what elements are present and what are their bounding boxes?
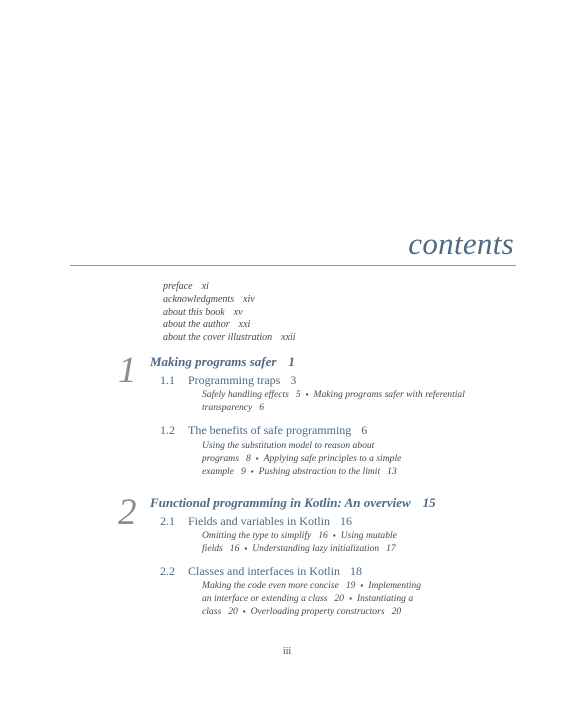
subsection-title: Making programs safer with referential <box>313 389 465 400</box>
subsection-page: 13 <box>387 465 397 477</box>
section-heading[interactable] <box>160 373 296 388</box>
subsection-title: Understanding lazy initialization <box>252 542 380 554</box>
chapter-title-text: Functional programming in Kotlin: An overview <box>150 495 411 510</box>
subsection-line <box>202 593 502 606</box>
front-matter-title: about the cover illustration <box>163 332 273 344</box>
section-number: 1.1 <box>160 373 175 387</box>
subsection-list <box>202 440 502 478</box>
title-rule <box>70 265 516 266</box>
bullet-separator: ▪ <box>305 390 309 399</box>
front-matter-item <box>163 319 296 332</box>
subsection-line <box>202 580 502 593</box>
subsection-list <box>202 389 502 415</box>
front-matter-title: about this book <box>163 306 225 318</box>
section-page: 18 <box>349 564 362 578</box>
subsection-page: 8 <box>245 452 251 464</box>
subsection-page: 17 <box>386 542 396 554</box>
bullet-separator: ▪ <box>242 606 246 616</box>
subsection-title: Applying safe principles to a simple <box>263 452 402 464</box>
bullet-separator: ▪ <box>360 581 364 590</box>
bullet-separator: ▪ <box>349 593 352 603</box>
subsection-title: Using mutable <box>340 530 397 541</box>
section-title: The benefits of safe programming <box>188 423 352 437</box>
subsection-page: 9 <box>240 465 246 477</box>
subsection-page: 16 <box>229 542 240 554</box>
section-title: Fields and variables in Kotlin <box>188 514 330 528</box>
bullet-separator: ▪ <box>244 543 248 553</box>
chapter-page: 1 <box>288 354 295 369</box>
front-matter-page: xv <box>233 306 243 318</box>
subsection-line <box>202 440 502 453</box>
section-heading[interactable] <box>160 423 367 438</box>
subsection-page: 5 <box>295 389 301 400</box>
subsection-page: 20 <box>391 605 402 617</box>
subsection-title: Using the substitution model to reason about <box>202 440 375 451</box>
subsection-title: Instantiating a <box>356 592 414 604</box>
subsection-title: Pushing abstraction to the limit <box>258 465 381 477</box>
chapter-number: 2 <box>118 492 137 533</box>
chapter-title-text: Making programs safer <box>150 354 277 369</box>
subsection-line <box>202 389 502 402</box>
subsection-title: Omitting the type to simplify <box>202 530 312 541</box>
subsection-page: 6 <box>259 401 265 413</box>
subsection-title: transparency <box>202 401 253 413</box>
section-page: 6 <box>361 423 368 437</box>
section-title: Classes and interfaces in Kotlin <box>188 564 340 578</box>
front-matter-item <box>163 307 296 320</box>
subsection-title: Overloading property constructors <box>250 605 385 617</box>
chapter-number: 1 <box>118 350 137 391</box>
subsection-line <box>202 543 502 556</box>
subsection-title: Implementing <box>368 580 422 591</box>
bullet-separator: ▪ <box>250 466 254 476</box>
subsection-title: class <box>202 605 222 617</box>
subsection-line <box>202 466 502 479</box>
section-title: Programming traps <box>188 373 281 387</box>
subsection-line <box>202 453 502 466</box>
subsection-title: programs <box>202 452 239 464</box>
front-matter-title: about the author <box>163 319 230 331</box>
bullet-separator: ▪ <box>332 531 336 540</box>
section-number: 1.2 <box>160 423 175 437</box>
subsection-page: 16 <box>318 530 328 541</box>
front-matter-title: preface <box>163 281 193 292</box>
subsection-list <box>202 530 502 556</box>
section-heading[interactable] <box>160 564 362 579</box>
subsection-line <box>202 402 502 415</box>
subsection-page: 19 <box>345 580 356 591</box>
front-matter-item <box>163 281 296 294</box>
subsection-line <box>202 606 502 619</box>
subsection-page: 20 <box>334 592 345 604</box>
section-number: 2.2 <box>160 564 175 578</box>
front-matter-page: xiv <box>243 293 255 305</box>
bullet-separator: ▪ <box>255 453 259 463</box>
section-page: 3 <box>290 373 297 387</box>
subsection-page: 20 <box>228 605 238 617</box>
section-page: 16 <box>339 514 352 528</box>
subsection-list <box>202 580 502 618</box>
page-number: iii <box>282 646 292 657</box>
front-matter-page: xxi <box>238 319 251 331</box>
front-matter-page: xi <box>201 281 209 292</box>
front-matter-item <box>163 332 296 345</box>
subsection-title: an interface or extending a class <box>202 592 328 604</box>
front-matter-title: acknowledgments <box>163 293 235 305</box>
subsection-title: Safely handling effects <box>202 389 289 400</box>
section-heading[interactable] <box>160 514 352 529</box>
section-number: 2.1 <box>160 514 175 528</box>
front-matter-page: xxii <box>281 332 296 344</box>
chapter-title[interactable] <box>150 495 436 511</box>
front-matter-list <box>163 281 296 345</box>
chapter-title[interactable] <box>150 354 295 370</box>
subsection-line <box>202 530 502 543</box>
page-title: contents <box>408 226 514 261</box>
front-matter-item <box>163 294 296 307</box>
chapter-page: 15 <box>422 495 436 510</box>
subsection-title: Making the code even more concise <box>202 580 339 591</box>
subsection-title: fields <box>202 542 223 554</box>
subsection-title: example <box>202 465 234 477</box>
